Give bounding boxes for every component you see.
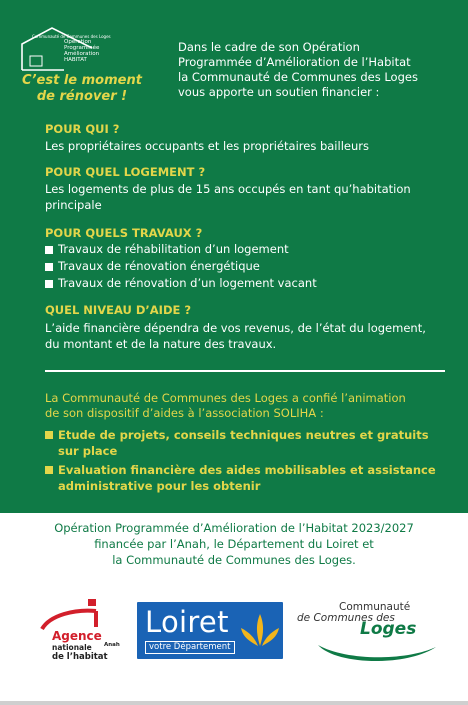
slogan-line: de rénover ! — [36, 89, 128, 104]
funding-text — [0, 520, 468, 568]
ccdl-loges: Loges — [360, 619, 417, 639]
intro-text — [178, 40, 458, 100]
square-bullet-icon — [45, 263, 53, 271]
logo-line: Opération — [64, 39, 92, 45]
bullet-text: Etude de projets, conseils techniques neutres et gratuits — [58, 428, 429, 442]
section-quel-niveau-aide — [45, 303, 457, 352]
anah-word: Anah — [104, 642, 120, 648]
section-title: QUEL NIVEAU D’AIDE ? — [45, 303, 192, 317]
section-body: principale — [45, 198, 102, 212]
soliha-bullet — [45, 462, 450, 494]
bullet-text: sur place — [58, 444, 118, 458]
square-bullet-icon — [45, 466, 53, 474]
section-title: POUR QUELS TRAVAUX ? — [45, 226, 203, 240]
square-bullet-icon — [45, 431, 53, 439]
bullet-text: administrative pour les obtenir — [58, 479, 261, 493]
funding-line: Opération Programmée d’Amélioration de l’Habitat 2023/2027 — [54, 521, 414, 535]
anah-text-line: nationale — [52, 643, 92, 652]
soliha-intro — [45, 391, 457, 421]
section-pour-quels-travaux — [45, 226, 457, 292]
intro-line: Dans le cadre de son Opération — [178, 40, 360, 54]
anah-text-line: de l’habitat — [52, 652, 108, 662]
section-body: Les propriétaires occupants et les propriétaires bailleurs — [45, 139, 369, 153]
section-body: du montant et de la nature des travaux. — [45, 337, 277, 351]
soliha-line: de son dispositif d’aides à l’association SOLIHA : — [45, 406, 324, 420]
intro-line: Programmée d’Amélioration de l’Habitat — [178, 55, 411, 69]
list-item-text: Travaux de rénovation d’un logement vacant — [58, 276, 317, 290]
bottom-border — [0, 701, 468, 705]
slogan — [16, 73, 148, 105]
anah-text-line: Agence — [52, 629, 102, 643]
section-pour-qui — [45, 122, 457, 154]
section-body: Les logements de plus de 15 ans occupés en tant qu’habitation — [45, 182, 411, 196]
list-item-text: Travaux de rénovation énergétique — [58, 259, 260, 273]
logo-ccdl-text: Communauté de Communes des Loges — [32, 34, 111, 39]
logo-line: HABITAT — [64, 57, 87, 63]
section-title: POUR QUEL LOGEMENT ? — [45, 165, 206, 179]
list-item — [45, 241, 457, 258]
anah-text — [52, 630, 108, 662]
soliha-bullet — [45, 427, 450, 459]
list-item-text: Travaux de réhabilitation d’un logement — [58, 242, 289, 256]
intro-line: la Communauté de Communes des Loges — [178, 70, 418, 84]
fleur-de-lis-icon — [239, 612, 281, 652]
opah-logo — [14, 26, 146, 108]
funding-line: la Communauté de Communes des Loges. — [112, 553, 356, 567]
divider — [45, 370, 445, 372]
anah-emblem-icon — [30, 597, 120, 631]
anah-logo — [30, 597, 120, 667]
logo-line: Programmée — [64, 45, 100, 51]
loiret-logo — [137, 602, 283, 659]
list-item — [45, 258, 457, 275]
ccdl-swoosh-icon — [296, 639, 446, 671]
loiret-subtitle: votre Département — [145, 641, 235, 654]
logo-opah-text — [64, 39, 99, 63]
section-pour-quel-logement — [45, 165, 457, 213]
slogan-line: C’est le moment — [22, 73, 142, 88]
ccdl-line: de Communes des — [297, 612, 395, 624]
ccdl-line — [360, 619, 417, 639]
list-item — [45, 275, 457, 292]
intro-line: vous apporte un soutien financier : — [178, 85, 380, 99]
square-bullet-icon — [45, 280, 53, 288]
section-title: POUR QUI ? — [45, 122, 120, 136]
square-bullet-icon — [45, 246, 53, 254]
ccdl-line: Communauté — [339, 601, 411, 613]
section-body: L’aide financière dépendra de vos revenus, de l’état du logement, — [45, 321, 426, 335]
ccdl-logo — [296, 599, 446, 671]
soliha-line: La Communauté de Communes des Loges a confié l’animation — [45, 391, 406, 405]
logo-line: Amélioration — [64, 51, 100, 57]
funding-line: financée par l’Anah, le Département du Loiret et — [94, 537, 374, 551]
loiret-word: Loiret — [145, 605, 229, 639]
bullet-text: Evaluation financière des aides mobilisables et assistance — [58, 463, 436, 477]
